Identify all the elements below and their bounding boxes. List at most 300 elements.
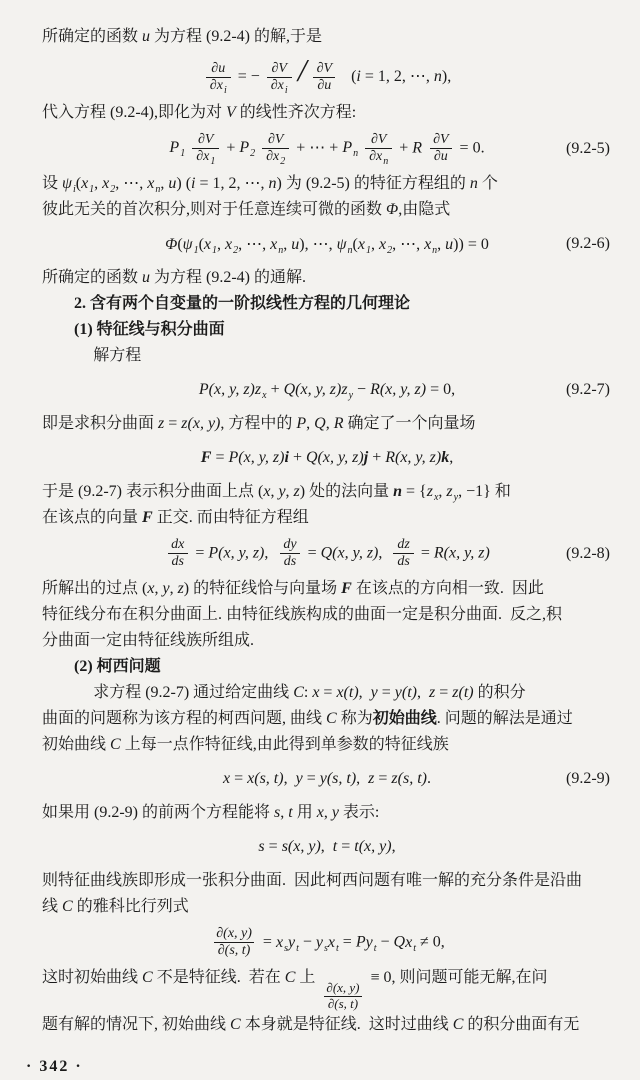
line-content [42,483,511,504]
math-run: u [291,236,300,254]
math-run: Q(x, y, z) [320,544,379,562]
line-content [169,131,485,168]
text-run: , [438,483,447,501]
text-run: = [164,415,182,433]
text-run: , [283,236,292,254]
math-run: n [469,175,478,193]
text-run: + [288,449,306,467]
subscripted-symbol [369,149,389,168]
sub-base: P [239,139,250,157]
text-run: 初始曲线 [42,736,111,754]
text-run: = [303,544,321,562]
math-run: z [177,580,184,598]
text-run: 于是 (9.2-7) 表示积分曲面上点 ( [42,483,264,501]
vector-symbol: F [341,580,352,598]
subscript: 2 [110,184,116,196]
sub-base: ∂x [209,77,223,93]
math-run: P [296,415,307,433]
text-run: 解方程 [93,347,142,365]
subscript: n [383,156,389,168]
sub-base: ∂x [266,149,280,165]
subscript: s [323,942,328,954]
numerator [429,132,452,148]
math-run: z(x, y) [181,415,221,433]
subscript: y [453,492,459,504]
subscript: t [336,942,339,954]
math-run: R [412,139,423,157]
line-content [42,104,356,121]
text-run: , −1} 和 [458,483,511,501]
text-run: ) 为 (9.2-5) 的特征方程组的 [276,175,470,193]
text-run: , ⋯, [238,236,271,254]
numerator [367,132,390,148]
text-run: 2. 含有两个自变量的一阶拟线性方程的几何理论 [74,295,411,313]
math-run: u [142,269,151,287]
numerator [393,537,413,553]
text-line [42,868,612,894]
text-run: = [337,838,355,856]
math-run: P(x, y, z) [228,449,285,467]
line-content [42,969,548,1012]
line-content [42,736,449,753]
sub-base: x [378,236,387,254]
text-run: , ⋯, [392,236,425,254]
text-run: , ⋯, [115,175,148,193]
text-line [42,732,612,758]
math-run: Q(x, y, z) [305,449,364,467]
math-run: ∂(s, t) [217,943,251,959]
subscripted-symbol [209,77,227,96]
equation-number: (9.2-7) [566,381,610,399]
math-run: t [288,804,293,822]
text-run: , [154,580,163,598]
line-content [201,449,453,467]
math-run: C [452,1016,464,1034]
fraction [167,537,188,570]
text-line [42,800,612,826]
text-run: , [285,483,294,501]
math-run: i [356,68,361,85]
text-run: 的雅科比行列式 [72,898,189,916]
text-line [42,894,612,920]
text-line [42,24,612,50]
subscripted-symbol [287,933,299,954]
equation-number: (9.2-9) [566,770,610,788]
fraction [279,537,300,570]
sub-base: z [341,381,348,399]
text-run: (2) 柯西问题 [74,658,161,676]
math-run: R(x, y, z) [433,544,490,562]
numerator [207,61,229,77]
subscript: 2 [250,148,256,160]
math-run: x [147,580,155,598]
math-run: R [333,415,344,433]
math-run: ∂u [317,77,332,93]
subscript: 2 [280,156,286,168]
denominator [168,553,188,570]
subscripted-symbol [81,175,95,196]
line-content [42,269,306,286]
sub-base: z [446,483,453,501]
math-run: n [433,68,442,85]
denominator [262,148,289,168]
vector-symbol: F [200,449,212,467]
math-run: x(t) [336,684,359,702]
text-run: 求方程 (9.2-7) 通过给定曲线 [93,684,294,702]
text-run: = { [402,483,427,501]
math-run: P [355,933,366,951]
text-run: = 1, 2, ⋯, [360,68,434,85]
text-run: 称为 [336,710,373,728]
text-run: , [417,684,429,702]
math-run: z [293,483,300,501]
text-run: , [449,449,454,467]
text-run: = [338,933,356,951]
text-run [255,139,259,156]
text-run: ( [177,236,183,254]
text-line [42,100,612,126]
formula-line [42,832,612,862]
math-run: s [274,804,281,822]
text-run: 所确定的函数 [42,269,143,287]
line-content [42,175,498,196]
text-run: , [264,544,277,562]
subscript: x [262,390,267,402]
subscript: 1 [193,245,199,257]
denominator [313,77,335,94]
subscripted-symbol [341,381,354,402]
text-run: , [356,770,369,788]
text-run: = [377,684,395,702]
math-run: C [326,710,337,728]
text-run: ( [352,236,358,254]
formula-line [42,52,612,96]
text-run: = [435,684,453,702]
sub-base: P [342,139,353,157]
sub-base: x [275,933,284,951]
math-run: y [370,684,378,702]
text-run: 线 [42,898,63,916]
text-run: , [378,544,391,562]
vector-symbol: i [284,449,289,467]
subscripted-symbol [266,149,286,168]
numerator [313,61,336,77]
math-run: ∂u [433,149,448,165]
text-run: − [298,933,316,951]
numerator [194,132,217,148]
subscripted-symbol [327,933,339,954]
sub-base: P [169,139,180,157]
vector-symbol: j [363,449,369,467]
math-run: y [162,580,170,598]
sub-base: y [365,933,373,951]
math-run: i [191,175,196,193]
formula-line [42,131,612,168]
line-content [42,415,476,432]
sub-base: x [357,236,365,254]
math-run: C [230,1016,241,1034]
text-run: , [169,580,178,598]
subscript: i [284,84,288,96]
text-run: 的积分曲面有无 [463,1016,580,1034]
line-content [42,28,322,45]
text-run: 正交. 而由特征方程组 [152,509,309,527]
line-content [74,295,410,312]
subscript: 2 [387,245,393,257]
subscripted-symbol [182,236,199,257]
sub-base: y [315,933,323,951]
subscripted-symbol [270,236,284,257]
text-run: 则特征曲线族即形成一张积分曲面. 因此柯西问题有唯一解的充分条件是沿曲 [42,872,583,890]
text-run: . [426,770,431,788]
text-run: + [395,139,413,157]
sub-base: x [327,933,335,951]
text-line [42,628,612,654]
text-run: 确定了一个向量场 [343,415,476,433]
math-run: u [168,175,177,193]
vector-symbol: F [142,509,153,527]
subscripted-symbol [426,483,439,504]
math-run: dy [283,537,297,553]
line-content [165,234,489,257]
math-run: C [142,969,153,987]
text-run: 代入方程 (9.2-4),即化为对 [42,103,226,121]
numerator [212,926,256,942]
text-run: ) 处的法向量 [299,483,394,501]
math-run: z [368,770,375,788]
math-run: x [223,770,231,788]
vector-symbol: k [441,449,450,467]
line-content [42,580,544,597]
text-run: = [319,684,337,702]
text-line [42,602,612,628]
math-run: ∂V [370,131,387,147]
line-content [223,770,431,788]
text-run: = [416,544,434,562]
denominator [214,942,255,959]
math-run: y [331,804,339,822]
formula-line [42,764,612,794]
fraction [393,537,413,570]
sub-base: ∂x [196,149,210,165]
sub-base: x [225,236,233,254]
fraction [267,61,292,94]
sub-base: x [405,933,413,951]
text-run: 表示: [338,804,380,822]
subscript: n [347,245,353,257]
subscript: t [373,942,377,954]
math-run: R(x, y, z) [385,449,442,467]
math-run: ∂V [433,131,449,147]
subscript: n [353,148,359,160]
math-run: n [268,175,277,193]
math-run: dx [171,537,185,553]
line-content [93,684,525,701]
text-run: = 0, [426,381,456,399]
text-run: + [368,449,386,467]
text-run: 彼此无关的首次积分,则对于任意连续可微的函数 [42,201,387,219]
text-run: 不是特征线. 若在 [152,969,285,987]
text-run: 为方程 (9.2-4) 的通解. [150,269,307,287]
line-content [74,658,161,675]
denominator [206,77,231,94]
subscripted-symbol [169,139,186,160]
sub-base: ∂x [270,77,284,93]
subscripted-symbol [147,175,161,196]
text-run: , [370,236,379,254]
formula-line [42,926,612,959]
line-content [209,926,445,959]
text-run: 上 [295,969,320,987]
text-line [42,505,612,531]
denominator [267,77,292,94]
text-run: = 0. [455,139,485,157]
subscripted-symbol [336,236,353,257]
subscript: n [432,245,438,257]
line-content [42,872,582,889]
line-content [42,898,189,915]
big-slash-icon: / [297,52,307,88]
text-run: 即是求积分曲面 [42,415,159,433]
math-run: u [445,236,454,254]
text-line [42,265,612,291]
text-run: 用 [292,804,317,822]
math-run: dz [397,537,410,553]
math-run: y [278,483,286,501]
text-run: 上每一点作特征线,由此得到单参数的特征线族 [120,736,449,754]
subscript: n [155,184,161,196]
text-run: , [391,838,396,856]
math-run: ds [283,554,297,570]
text-run: 题有解的情况下, 初始曲线 [42,1016,231,1034]
text-run: = [258,933,276,951]
text-run: = [211,449,229,467]
text-run: ), [441,68,452,85]
math-run: C [293,684,304,702]
text-run: , [306,415,315,433]
subscripted-symbol [275,933,288,954]
math-run: P(x, y, z) [208,544,265,562]
text-run: , [320,838,333,856]
math-run: s [258,838,265,856]
subscripted-symbol [270,77,288,96]
subscript: t [413,942,416,954]
formula-line [42,443,612,473]
line-content [42,804,379,821]
text-run: ≡ 0, 则问题可能无解,在问 [366,969,548,987]
line-content [42,606,562,623]
subscripted-symbol [102,175,116,196]
fraction [206,61,231,94]
text-run: , [323,804,332,822]
line-content [74,321,225,338]
sub-base: x [203,236,212,254]
text-run: ( [339,68,357,85]
subscript: 1 [210,156,216,168]
text-run: 设 [42,175,63,193]
text-run: 这时初始曲线 [42,969,143,987]
text-run [358,139,362,156]
fraction [322,981,363,1012]
subscripted-symbol [357,236,371,257]
subscripted-symbol [62,175,76,196]
formula-line [42,375,612,405]
math-run: Φ [386,201,399,219]
subscript: i [223,84,227,96]
equation-number: (9.2-6) [566,235,610,253]
math-run: Q(x, y, z) [283,381,342,399]
text-run: 为方程 (9.2-4) 的解,于是 [150,28,323,45]
section-heading [42,654,612,680]
section-heading [42,317,612,343]
math-run: y(s, t) [319,770,357,788]
denominator [192,148,219,168]
subscripted-symbol [196,149,216,168]
fraction [365,131,392,168]
line-content [42,509,309,526]
line-content [198,381,456,402]
math-run: x [312,684,320,702]
text-run: 所确定的函数 [42,28,143,45]
text-run: , 方程中的 [220,415,297,433]
formula-line [42,229,612,259]
subscript: 1 [212,245,218,257]
subscript: x [433,492,439,504]
fraction [429,132,452,165]
subscript: 1 [89,184,95,196]
numerator [279,537,300,553]
math-run: R(x, y, z) [370,381,427,399]
math-run: x(s, t) [247,770,284,788]
subscripted-symbol [405,933,416,954]
page-number: · 342 · [26,1058,83,1076]
text-run: − [376,933,394,951]
text-run: 曲面的问题称为该方程的柯西问题, 曲线 [42,710,327,728]
math-run: u [142,28,151,45]
text-run: 特征线分布在积分曲面上. 由特征线族构成的曲面一定是积分曲面. 反之,积 [42,606,563,624]
math-run: ∂(x, y) [326,980,360,996]
line-content [42,201,450,218]
text-run: 个 [477,175,498,193]
math-run: C [284,969,296,987]
subscript: 1 [180,148,186,160]
math-run: C [110,736,121,754]
math-run: ds [397,554,410,570]
sub-base: z [254,381,262,399]
text-run: 在该点的方向相一致. 因此 [351,580,544,598]
text-run: 分曲面一定由特征线族所组成. [42,632,255,650]
text-run: = 1, 2, ⋯, [195,175,269,193]
line-content [164,537,490,570]
subscripted-symbol [203,236,218,257]
subscripted-symbol [239,139,256,160]
math-run: ∂V [267,131,284,147]
line-content [203,52,452,96]
math-run: x [263,483,271,501]
text-line [42,706,612,732]
text-run: ) ( [176,175,192,193]
line-content [42,632,254,649]
sub-base: ψ [336,236,347,254]
text-line [42,576,612,602]
math-run: y [295,770,303,788]
text-run: 的积分 [473,684,526,702]
line-content [93,347,141,364]
text-line [42,343,612,369]
text-run [422,139,426,156]
text-run: , [325,415,334,433]
text-run: , [437,236,446,254]
